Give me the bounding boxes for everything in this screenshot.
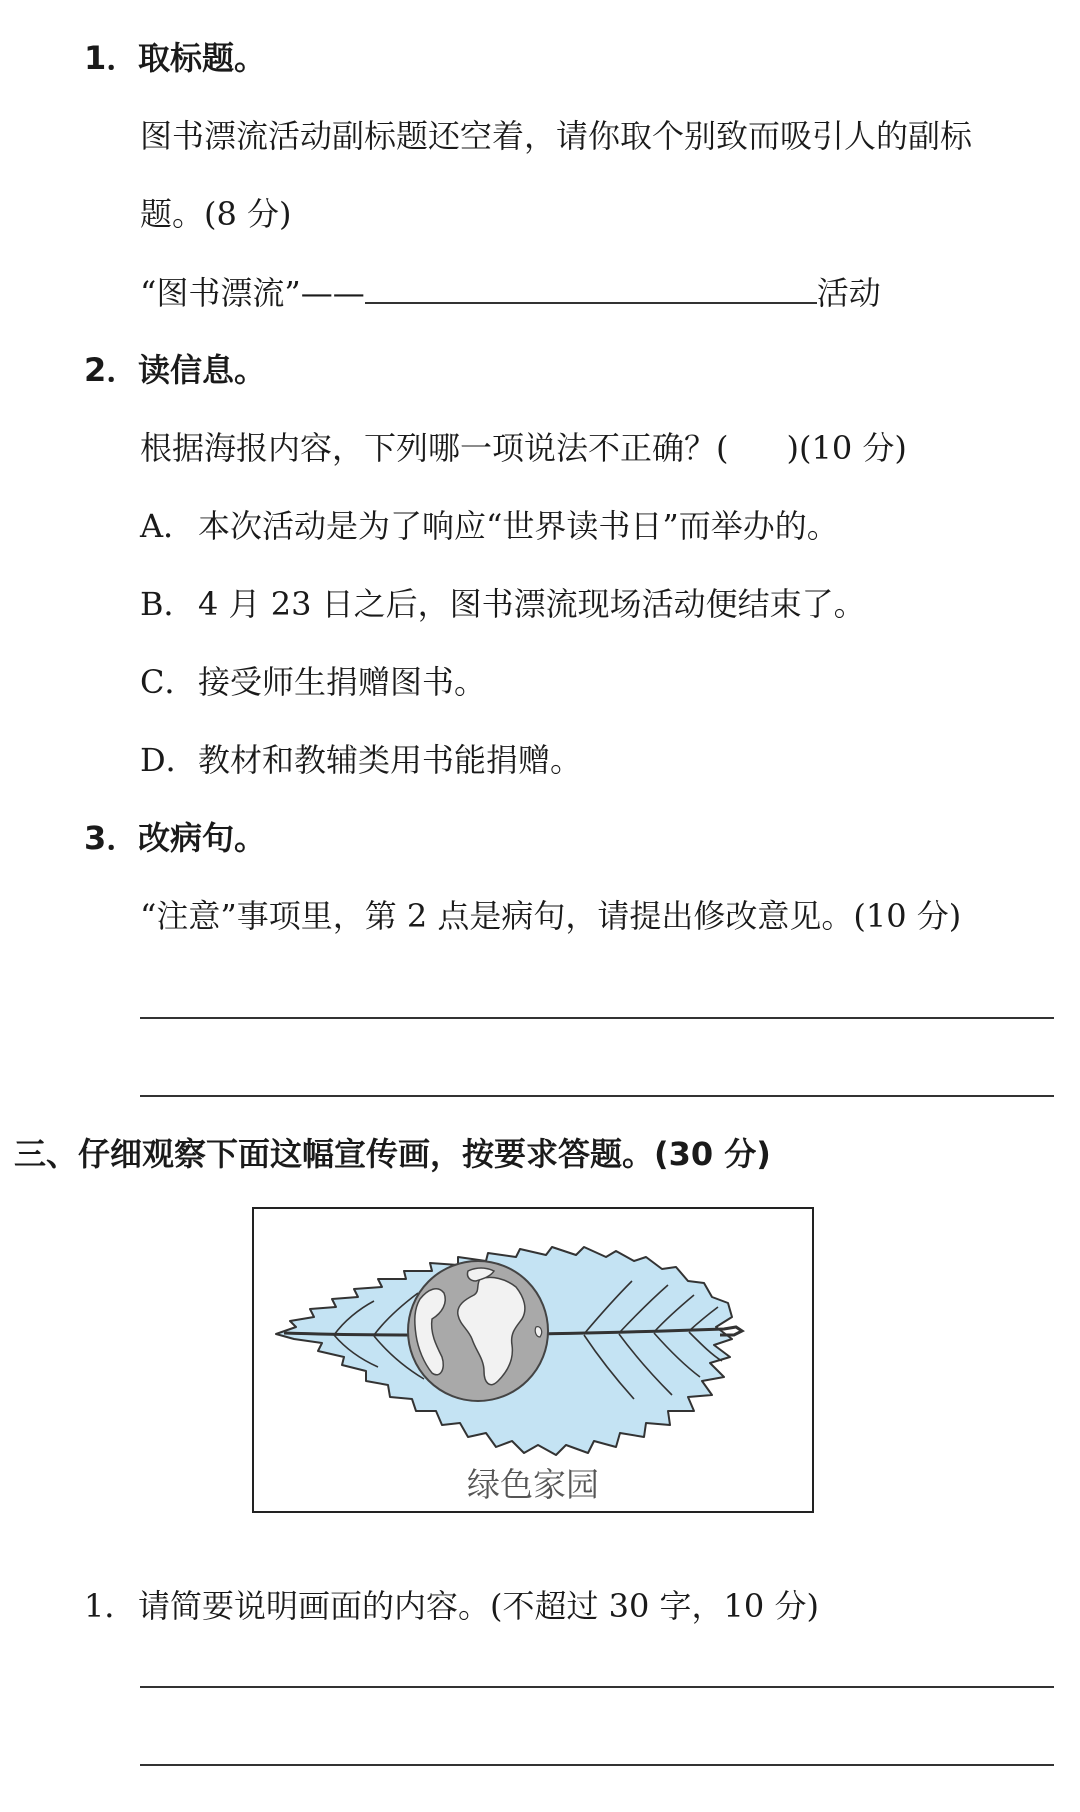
option-letter: D．: [140, 741, 198, 779]
q3-heading: [84, 818, 266, 858]
q3-title: 改病句。: [138, 819, 267, 857]
q1-answer-blank[interactable]: [365, 272, 817, 304]
q2-prompt: [140, 428, 907, 468]
poster-illustration: [252, 1207, 814, 1513]
q2-option-b: [140, 584, 866, 624]
s3-q1-text: 请简要说明画面的内容。(不超过 30 字，10 分): [138, 1587, 819, 1625]
s3-q1-answer-line-1[interactable]: [140, 1686, 1054, 1688]
q1-fill-prefix: “图书漂流”——: [140, 274, 365, 312]
globe-land-island: [535, 1327, 541, 1337]
section3-heading: 三、仔细观察下面这幅宣传画，按要求答题。(30 分): [14, 1135, 771, 1173]
q2-number: 2．: [84, 351, 139, 389]
q2-option-d: [140, 740, 582, 780]
option-letter: A．: [140, 507, 196, 545]
earth-globe-illustration: [408, 1261, 548, 1401]
q3-answer-line-1[interactable]: [140, 1017, 1054, 1019]
q2-option-a: [140, 506, 839, 546]
q2-prompt-after: )(10 分): [786, 429, 907, 467]
option-text: 教材和教辅类用书能捐赠。: [198, 741, 583, 779]
q3-number: 3．: [84, 819, 139, 857]
q1-number: 1．: [84, 39, 139, 77]
option-text: 4 月 23 日之后，图书漂流现场活动便结束了。: [198, 585, 866, 623]
option-letter: B．: [140, 585, 196, 623]
q1-title: 取标题。: [138, 39, 267, 77]
q1-prompt-line1: 图书漂流活动副标题还空着，请你取个别致而吸引人的副标: [140, 117, 973, 155]
s3-q1-number: 1．: [84, 1587, 137, 1625]
option-letter: C．: [140, 663, 197, 701]
q2-option-c: [140, 662, 486, 702]
q3-answer-line-2[interactable]: [140, 1095, 1054, 1097]
poster-caption: 绿色家园: [467, 1465, 599, 1504]
s3-q1-prompt: [84, 1586, 819, 1626]
option-text: 本次活动是为了响应“世界读书日”而举办的。: [198, 507, 839, 545]
q1-fill-suffix: 活动: [816, 274, 881, 312]
q1-heading: [84, 38, 266, 78]
q1-fill-line: [140, 272, 881, 313]
q2-heading: [84, 350, 266, 390]
option-text: 接受师生捐赠图书。: [198, 663, 487, 701]
q3-prompt: “注意”事项里，第 2 点是病句，请提出修改意见。(10 分): [140, 897, 962, 935]
s3-q1-answer-line-2[interactable]: [140, 1764, 1054, 1766]
q1-prompt-line2: 题。(8 分): [140, 195, 292, 233]
q2-prompt-before: 根据海报内容，下列哪一项说法不正确？(: [140, 429, 729, 467]
q2-title: 读信息。: [138, 351, 267, 389]
